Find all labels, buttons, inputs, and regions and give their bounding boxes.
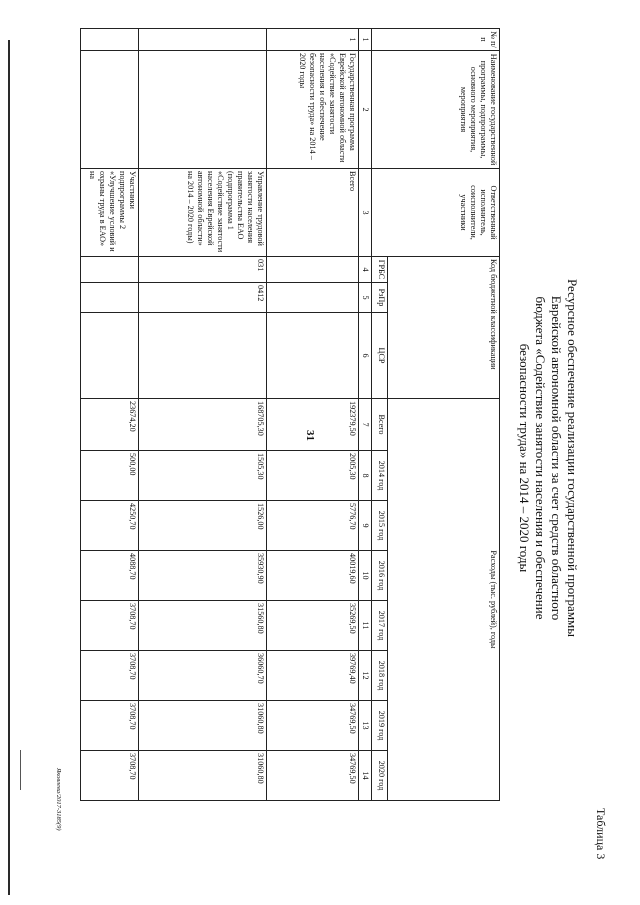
col-number: 4 [359, 257, 372, 283]
col-number: 5 [359, 283, 372, 313]
title-line: Ресурсное обеспечение реализации государственной программы [565, 278, 580, 638]
row-year-value: 31060,80 [139, 751, 267, 801]
col-number: 1 [359, 29, 372, 51]
row-rzpr [81, 283, 139, 313]
row-rzpr: 0412 [139, 283, 267, 313]
row-num [139, 29, 267, 51]
row-year-value: 34769,50 [267, 751, 359, 801]
table-row [81, 29, 139, 801]
col-number: 7 [359, 399, 372, 451]
col-number: 13 [359, 701, 372, 751]
header-rzpr: РзПр [372, 283, 388, 313]
header-num: № п/п [372, 29, 500, 51]
header-year: 2020 год [372, 751, 388, 801]
row-year-value: 5776,70 [267, 501, 359, 551]
row-year-value: 4250,70 [81, 501, 139, 551]
row-grbs: 031 [139, 257, 267, 283]
row-year-value: 35930,90 [139, 551, 267, 601]
header-grbs: ГРБС [372, 257, 388, 283]
row-year-value: 3708,70 [81, 751, 139, 801]
row-grbs [267, 257, 359, 283]
row-year-value: 31060,80 [139, 701, 267, 751]
row-year-value: 31560,80 [139, 601, 267, 651]
title-line: безопасности труда» на 2014 – 2020 годы [517, 343, 532, 573]
row-csr [139, 313, 267, 399]
scan-edge-line [8, 40, 10, 895]
row-name: Государственная программа Еврейской автономной области «Содействие занятости населения и обеспечение безопасности труда» на 2014 – 2020 годы [267, 51, 359, 169]
row-year-value: 40019,60 [267, 551, 359, 601]
row-num: 1 [267, 29, 359, 51]
row-name [81, 51, 139, 169]
row-year-value: 34769,50 [267, 701, 359, 751]
col-number: 9 [359, 501, 372, 551]
row-year-value: 2005,30 [267, 451, 359, 501]
row-year-value: 1526,00 [139, 501, 267, 551]
row-year-value: 39769,40 [267, 651, 359, 701]
header-year: 2015 год [372, 501, 388, 551]
row-year-value: 1505,30 [139, 451, 267, 501]
col-number: 14 [359, 751, 372, 801]
row-name [139, 51, 267, 169]
row-exec: Всего [267, 169, 359, 257]
row-exec: Управление трудовой занятости населения правительства ЕАО (подпрограмма 1 «Содействие занятости населения Еврейской автономной области» на 2014 – 2020 годы) [139, 169, 267, 257]
page-number: 31 [304, 430, 316, 441]
document-title [516, 68, 580, 848]
col-number: 3 [359, 169, 372, 257]
col-number: 2 [359, 51, 372, 169]
scan-edge-mark [20, 750, 21, 790]
title-line: Еврейской автономной области за счет средств областного [549, 295, 564, 621]
header-expenses: Расходы (тыс. рублей), годы [388, 399, 500, 801]
header-code: Код бюджетной классификации [388, 257, 500, 399]
row-year-value: 3708,70 [81, 601, 139, 651]
header-year: 2016 год [372, 551, 388, 601]
row-csr [81, 313, 139, 399]
row-year-value: 4088,70 [81, 551, 139, 601]
row-year-value: 35269,50 [267, 601, 359, 651]
header-exec: Ответственный исполнитель, соисполнители, участники [372, 169, 500, 257]
rotated-page-content [50, 28, 610, 888]
col-number: 8 [359, 451, 372, 501]
row-exec: Участники подпрограммы 2 «Улучшение условий и охраны труда в ЕАО» на [81, 169, 139, 257]
col-number: 11 [359, 601, 372, 651]
row-num [81, 29, 139, 51]
row-year-value: 500,00 [81, 451, 139, 501]
resource-table [80, 28, 500, 801]
header-name: Наименование государственной программы, подпрограммы, основного мероприятия, мероприятия [372, 51, 500, 169]
table-row [267, 29, 359, 801]
row-year-value: 36060,70 [139, 651, 267, 701]
col-number: 10 [359, 551, 372, 601]
header-total: Всего [372, 399, 388, 451]
header-year: 2018 год [372, 651, 388, 701]
row-grbs [81, 257, 139, 283]
row-total: 192379,50 [267, 399, 359, 451]
table-label: Таблица 3 [594, 808, 608, 860]
title-line: бюджета «Содействие занятости населения и обеспечение [533, 296, 548, 620]
header-csr: ЦСР [372, 313, 388, 399]
header-year: 2017 год [372, 601, 388, 651]
row-total: 168705,30 [139, 399, 267, 451]
row-total: 23674,20 [81, 399, 139, 451]
row-rzpr [267, 283, 359, 313]
row-csr [267, 313, 359, 399]
col-number: 6 [359, 313, 372, 399]
row-year-value: 3708,70 [81, 651, 139, 701]
table-row [139, 29, 267, 801]
row-year-value: 3708,70 [81, 701, 139, 751]
header-year: 2014 год [372, 451, 388, 501]
footer-code: Яковлева/2017-3185(9) [55, 768, 62, 831]
col-number: 12 [359, 651, 372, 701]
header-year: 2019 год [372, 701, 388, 751]
